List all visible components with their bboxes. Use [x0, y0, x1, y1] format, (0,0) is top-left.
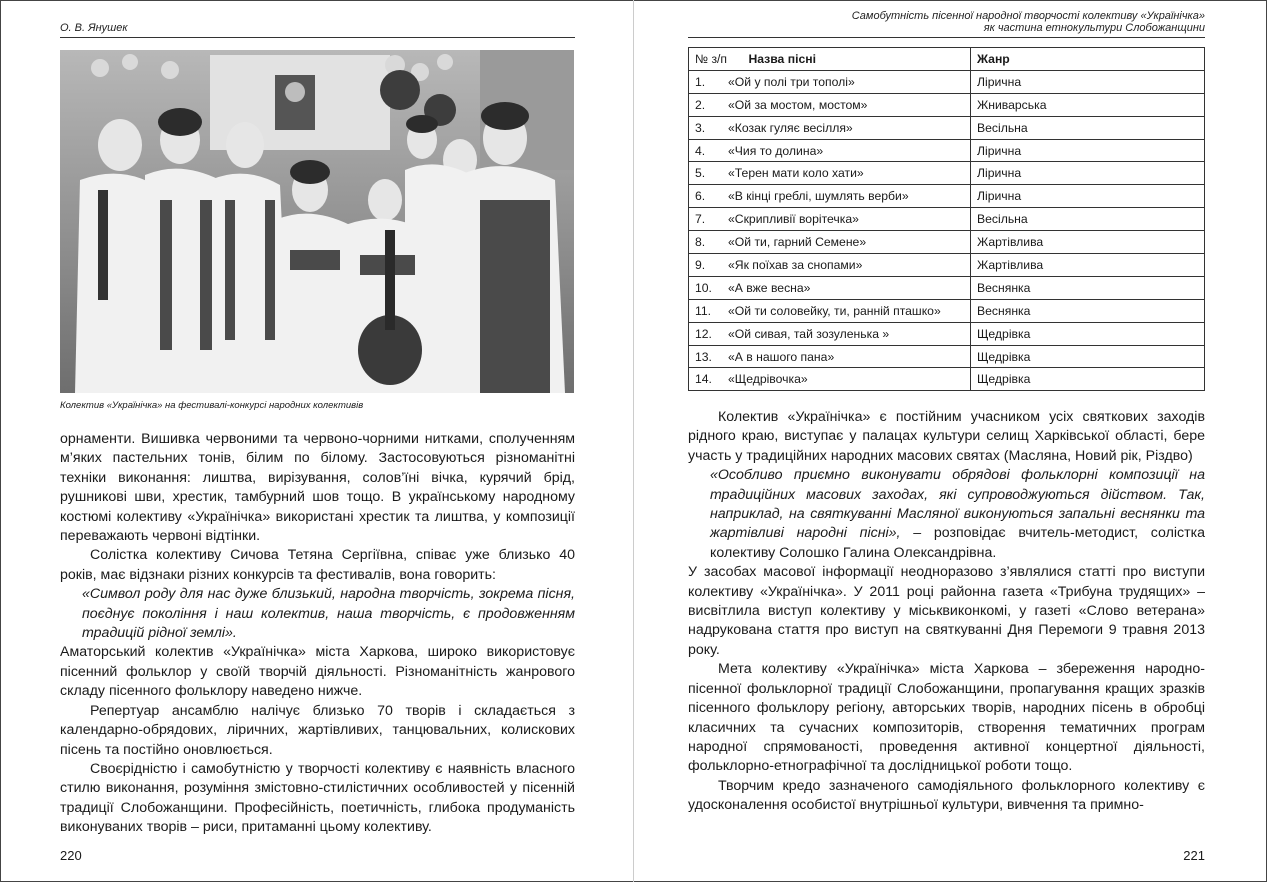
song-number: 12.	[689, 322, 723, 345]
songs-table	[688, 47, 1205, 391]
song-genre: Жартівлива	[971, 231, 1205, 254]
song-genre: Лірична	[971, 185, 1205, 208]
song-name: «Чия то долина»	[722, 139, 971, 162]
song-name: «Ой ти, гарний Семене»	[722, 231, 971, 254]
song-genre: Щедрівка	[971, 345, 1205, 368]
paragraph: Репертуар ансамблю налічує близько 70 творів і складається з календарно-обрядових, ліричних, жартівливих, танцювальних, колискових пісень та постійно оновлюється.	[60, 702, 575, 758]
paragraph: Колектив «Українічка» є постійним учасником усіх святкових заходів рідного краю, виступає у палацах культури селищ Харківської області, бере участь у традиційних народних масових святах (Масляна, Новий рік, Різдво)	[688, 409, 1205, 464]
left-page	[60, 0, 575, 882]
paragraph: Мета колективу «Українічка» міста Харкова – збереження народно-пісенної фольклорної традиції Слобожанщини, пропагування кращих зразків пісенного фольклору регіону, авторських творів, народних пісень в обробці класичних та сучасних композиторів, створення тематичних програм народної спрямованості, проведення активної концертної діяльності, фольклорно-етнографічної та дослідницької роботи тощо.	[688, 661, 1205, 775]
paragraph: Солістка колективу Сичова Тетяна Сергіївна, співає уже близько 40 років, має відзнаки різних конкурсів та фестивалів, вона говорить:	[60, 547, 575, 583]
left-header-rule	[60, 37, 575, 38]
song-number: 6.	[689, 185, 723, 208]
book-gutter	[633, 0, 634, 882]
song-number: 10.	[689, 276, 723, 299]
paragraph: Аматорський колектив «Українічка» міста Харкова, широко використовує пісенний фольклор у своїй творчій діяльності. Різноманітність жанрового складу пісенного фольклору наведено нижче.	[60, 644, 575, 700]
table-row	[689, 368, 1205, 391]
table-row	[689, 231, 1205, 254]
table-row	[689, 322, 1205, 345]
paragraph: Своєрідністю і самобутністю у творчості колективу є наявність власного стилю виконання, розуміння змістовно-стилістичних особливостей у пісенній традиції Слобожанщини. Професійність, поетичність, глибока продуманість виконуваних творів – риси, притаманні цьому колективу.	[60, 760, 575, 836]
song-name: «Ой сивая, тай зозуленька »	[722, 322, 971, 345]
song-name: «Терен мати коло хати»	[722, 162, 971, 185]
song-number: 3.	[689, 116, 723, 139]
table-row	[689, 185, 1205, 208]
song-name: «Щедрівочка»	[722, 368, 971, 391]
song-number: 13.	[689, 345, 723, 368]
table-row	[689, 276, 1205, 299]
song-number: 5.	[689, 162, 723, 185]
song-name: «Скрипливії ворітечка»	[722, 208, 971, 231]
col-genre-header: Жанр	[971, 48, 1205, 71]
table-row	[689, 254, 1205, 277]
running-head-line2: як частина етнокультури Слобожанщини	[983, 22, 1205, 34]
quote	[688, 466, 1205, 563]
group-photo	[60, 50, 574, 393]
table-row	[689, 162, 1205, 185]
table-row	[689, 345, 1205, 368]
group-photo-illustration	[60, 50, 574, 393]
song-name: «Козак гуляє весілля»	[722, 116, 971, 139]
quote-text: «Особливо приємно виконувати обрядові фольклорні композиції на традиційних масових заходах, які супроводжуються дійством. Так, наприклад, на святкуванні Масляної виконуються запальні веснянки та жартівливі народні пісні»,	[710, 467, 1205, 542]
right-running-head	[852, 10, 1205, 34]
song-genre: Веснянка	[971, 299, 1205, 322]
table-row	[689, 93, 1205, 116]
song-number: 8.	[689, 231, 723, 254]
table-row	[689, 116, 1205, 139]
page-number-right: 221	[1183, 848, 1205, 863]
paragraph: У засобах масової інформації неодноразово з’являлися статті про виступи колективу «Українічка». У 2011 році районна газета «Трибуна трудящих» – висвітлила виступ колективу у міськвиконкомі, у газеті «Слово ветерана» надрукована стаття про виступ на святкуванні Дня Перемоги 9 травня 2013 року.	[688, 564, 1205, 658]
song-genre: Жартівлива	[971, 254, 1205, 277]
song-number: 7.	[689, 208, 723, 231]
song-name: «В кінці греблі, шумлять верби»	[722, 185, 971, 208]
song-name: «А в нашого пана»	[722, 345, 971, 368]
song-number: 9.	[689, 254, 723, 277]
song-number: 2.	[689, 93, 723, 116]
quote-attribution: – розповідає вчитель-методист, солістка колективу Солошко Галина Олександрівна.	[710, 525, 1206, 561]
table-row	[689, 139, 1205, 162]
table-row	[689, 70, 1205, 93]
song-genre: Весільна	[971, 208, 1205, 231]
right-body-text	[688, 408, 1205, 816]
photo-caption: Колектив «Українічка» на фестивалі-конкурсі народних колективів	[60, 400, 364, 411]
song-genre: Лірична	[971, 70, 1205, 93]
song-genre: Весільна	[971, 116, 1205, 139]
song-name: «Ой у полі три тополі»	[722, 70, 971, 93]
song-genre: Жниварська	[971, 93, 1205, 116]
song-genre: Лірична	[971, 162, 1205, 185]
table-row	[689, 299, 1205, 322]
col-name-header: Назва пісні	[748, 51, 816, 66]
page-number-left: 220	[60, 848, 82, 863]
right-header-rule	[688, 37, 1205, 38]
song-genre: Веснянка	[971, 276, 1205, 299]
song-genre: Щедрівка	[971, 322, 1205, 345]
table-header-row	[689, 48, 1205, 71]
table-row	[689, 208, 1205, 231]
song-number: 14.	[689, 368, 723, 391]
right-page	[688, 0, 1205, 882]
song-number: 11.	[689, 299, 723, 322]
song-genre: Щедрівка	[971, 368, 1205, 391]
song-name: «Як поїхав за снопами»	[722, 254, 971, 277]
song-number: 1.	[689, 70, 723, 93]
left-body-text	[60, 430, 575, 838]
quote: «Символ роду для нас дуже близький, народна творчість, зокрема пісня, поєднує покоління і наш колектив, наша творчість, є продовженням традицій рідної землі».	[82, 586, 575, 642]
running-head-line1: Самобутність пісенної народної творчості колективу «Українічка»	[851, 10, 1205, 22]
song-number: 4.	[689, 139, 723, 162]
col-num-header: № з/п	[695, 51, 728, 66]
paragraph: орнаменти. Вишивка червоними та червоно-чорними нитками, сполученням м’яких пастельних тонів, білим по білому. Застосовуються різноманітні техніки виконання: лиштва, вирізування, солов’їні вічка, курячий брід, рушникові шви, хрестик, тамбурний шов тощо. В українському народному костюмі колективу «Українічка» використані хрестик та лиштва, у композиції переважають червоні відтінки.	[60, 431, 575, 545]
song-genre: Лірична	[971, 139, 1205, 162]
paragraph: Творчим кредо зазначеного самодіяльного фольклорного колективу є удосконалення особистої внутрішньої культури, вивчення та примно-	[688, 777, 1205, 814]
left-running-head: О. В. Янушек	[60, 22, 128, 34]
song-name: «Ой за мостом, мостом»	[722, 93, 971, 116]
song-name: «Ой ти соловейку, ти, ранній пташко»	[722, 299, 971, 322]
table-header-song	[689, 48, 971, 71]
table-body	[689, 70, 1205, 390]
song-name: «А вже весна»	[722, 276, 971, 299]
